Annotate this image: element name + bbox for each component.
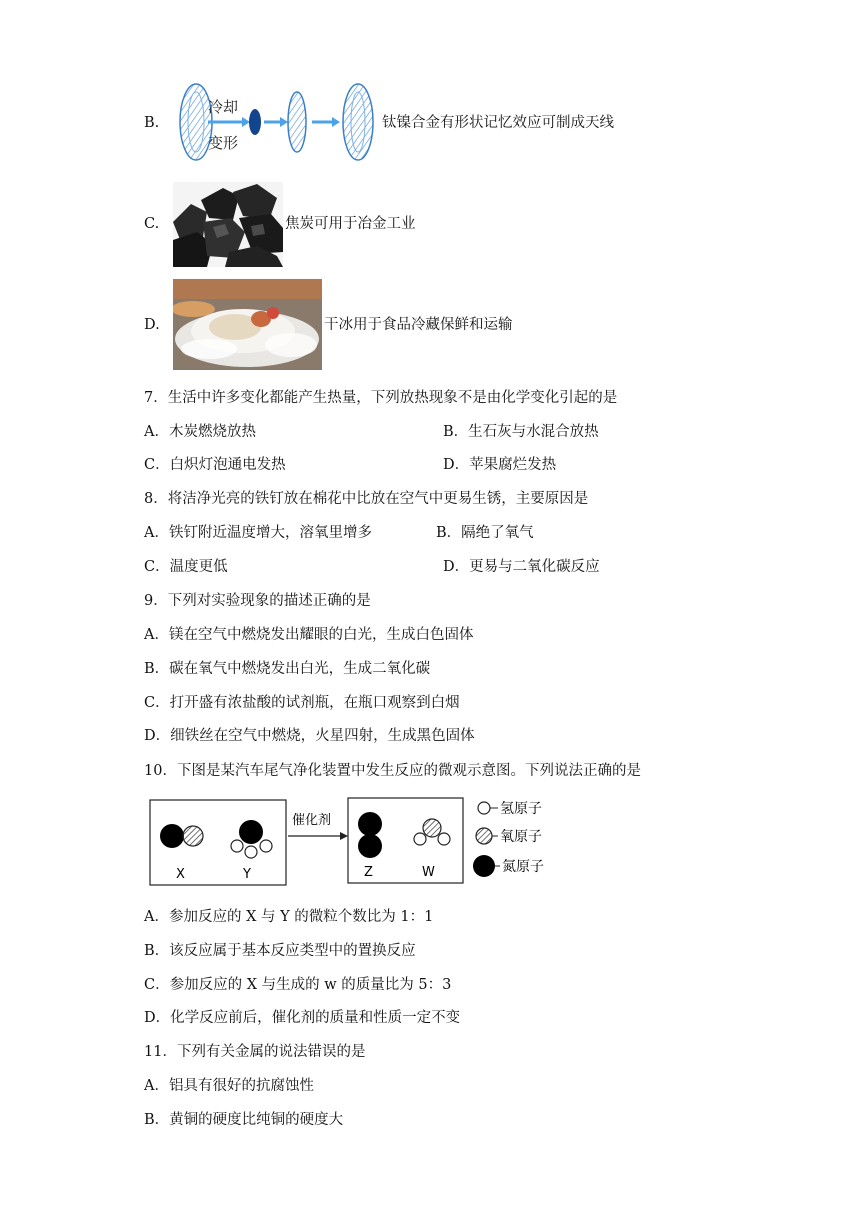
q9-option-a: A．镁在空气中燃烧发出耀眼的白光，生成白色固体 <box>144 627 474 643</box>
q8-option-c: C．温度更低 <box>144 559 228 575</box>
z-nitrogen-atom <box>358 834 382 858</box>
catalyst-label: 催化剂 <box>292 813 332 828</box>
q10-option-c: C．参加反应的 X 与生成的 w 的质量比为 5：3 <box>144 977 452 993</box>
q7-option-b: B．生石灰与水混合放热 <box>443 424 599 440</box>
q8-stem: 8．将洁净光亮的铁钉放在棉花中比放在空气中更易生锈，主要原因是 <box>144 491 589 507</box>
coke-image <box>173 182 283 267</box>
z-nitrogen-atom <box>358 812 382 836</box>
q6-option-d-text: 干冰用于食品冷藏保鲜和运输 <box>324 317 513 333</box>
q7-stem: 7．生活中许多变化都能产生热量，下列放热现象不是由化学变化引起的是 <box>144 390 618 406</box>
q9-option-b: B．碳在氧气中燃烧发出白光，生成二氧化碳 <box>144 661 431 677</box>
q10-option-b: B．该反应属于基本反应类型中的置换反应 <box>144 943 416 959</box>
q6-option-c-letter: C. <box>144 216 160 232</box>
label-z: Z <box>364 865 373 880</box>
q7-option-d: D．苹果腐烂发热 <box>443 457 557 473</box>
q10-stem: 10．下图是某汽车尾气净化装置中发生反应的微观示意图。下列说法正确的是 <box>144 763 641 779</box>
legend-oxygen-symbol <box>476 828 492 844</box>
y-hydrogen-atom <box>260 840 272 852</box>
q8-option-a: A．铁钉附近温度增大，溶氧里增多 <box>144 525 372 541</box>
cooling-label: 冷却 <box>208 98 239 116</box>
label-x: X <box>176 867 185 882</box>
y-hydrogen-atom <box>245 846 257 858</box>
q10-option-a: A．参加反应的 X 与 Y 的微粒个数比为 1：1 <box>144 909 434 925</box>
q11-option-a: A．铝具有很好的抗腐蚀性 <box>144 1078 314 1094</box>
w-hydrogen-atom <box>438 833 450 845</box>
legend-hydrogen-label: 氢原子 <box>500 801 542 817</box>
y-nitrogen-atom <box>239 820 263 844</box>
q9-option-c: C．打开盛有浓盐酸的试剂瓶，在瓶口观察到白烟 <box>144 695 460 711</box>
q10-option-d: D．化学反应前后，催化剂的质量和性质一定不变 <box>144 1010 461 1026</box>
legend-nitrogen-label: 氮原子 <box>502 859 544 875</box>
q6-option-b-letter: B. <box>144 115 160 131</box>
q6-option-c-text: 焦炭可用于冶金工业 <box>285 216 416 232</box>
legend-hydrogen-symbol <box>478 802 490 814</box>
deform-label: 变形 <box>208 134 239 152</box>
reaction-diagram <box>148 796 558 888</box>
q6-option-d-letter: D. <box>144 317 160 333</box>
q11-option-b: B．黄铜的硬度比纯铜的硬度大 <box>144 1112 344 1128</box>
q6-option-b-text: 钛镍合金有形状记忆效应可制成天线 <box>382 115 614 131</box>
q9-option-d: D．细铁丝在空气中燃烧，火星四射，生成黑色固体 <box>144 728 475 744</box>
label-w: W <box>422 865 435 880</box>
q8-option-b: B．隔绝了氧气 <box>436 525 534 541</box>
q7-option-c: C．白炽灯泡通电发热 <box>144 457 286 473</box>
y-hydrogen-atom <box>231 840 243 852</box>
x-oxygen-atom <box>183 826 203 846</box>
shape-memory-alloy-image <box>172 80 380 164</box>
legend-oxygen-label: 氧原子 <box>500 829 542 845</box>
w-oxygen-atom <box>423 819 441 837</box>
w-hydrogen-atom <box>414 833 426 845</box>
x-nitrogen-atom <box>160 824 184 848</box>
q7-option-a: A．木炭燃烧放热 <box>144 424 256 440</box>
legend-nitrogen-symbol <box>473 855 495 877</box>
q11-stem: 11．下列有关金属的说法错误的是 <box>144 1044 366 1060</box>
q9-stem: 9．下列对实验现象的描述正确的是 <box>144 593 371 609</box>
q8-option-d: D．更易与二氧化碳反应 <box>443 559 600 575</box>
dry-ice-food-image <box>173 279 322 370</box>
label-y: Y <box>243 867 251 882</box>
